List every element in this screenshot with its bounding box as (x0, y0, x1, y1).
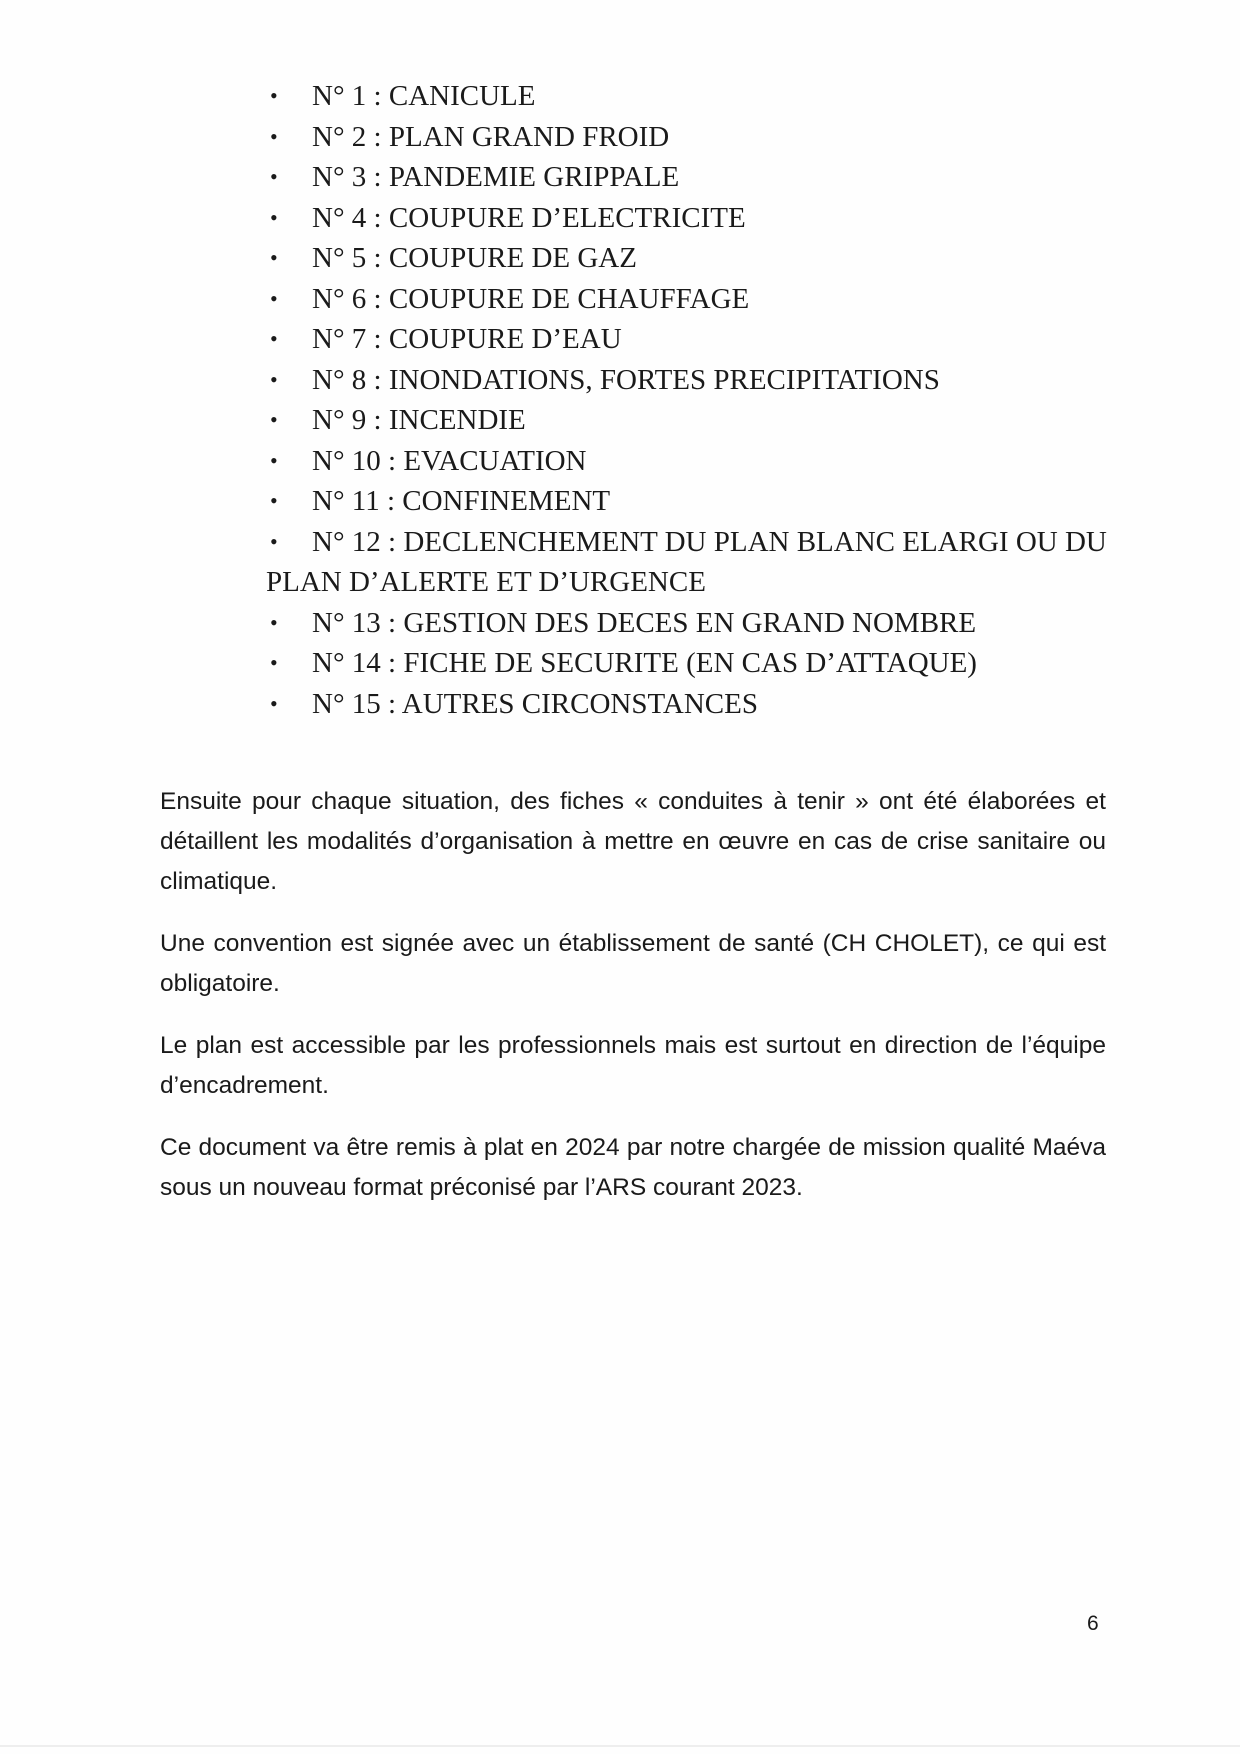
list-item (266, 238, 1126, 279)
list-item (266, 400, 1126, 441)
list-item (266, 157, 1126, 198)
list-item (266, 481, 1126, 522)
paragraph-convention: Une convention est signée avec un établissement de santé (CH CHOLET), ce qui est obligatoire. (160, 930, 1106, 997)
list-item-text: N° 7 : COUPURE D’EAU (312, 323, 622, 355)
list-item-text: N° 8 : INONDATIONS, FORTES PRECIPITATIONS (312, 363, 940, 396)
bullet-icon: • (270, 447, 278, 473)
list-item (266, 319, 1126, 360)
page-bottom-edge (0, 1745, 1240, 1747)
bullet-icon: • (270, 164, 278, 189)
bullet-icon: • (270, 204, 278, 230)
list-item (266, 603, 1126, 644)
paragraph-accessibilite: Le plan est accessible par les professionnels mais est surtout en direction de l’équipe d’encadrement. (160, 1032, 1106, 1099)
list-item-text: N° 13 : GESTION DES DECES EN GRAND NOMBRE (312, 606, 977, 639)
list-item-text: N° 5 : COUPURE DE GAZ (312, 242, 637, 274)
list-item (266, 360, 1126, 401)
list-item (266, 684, 1126, 725)
list-item (266, 198, 1126, 239)
list-item-text: N° 11 : CONFINEMENT (312, 485, 611, 517)
bullet-icon: • (270, 528, 278, 554)
paragraph-conduites: Ensuite pour chaque situation, des fiches « conduites à tenir » ont été élaborées et détaillent les modalités d’organisation à mettre en œuvre en cas de crise sanitaire ou climatique. (160, 788, 1106, 895)
list-item-text: N° 2 : PLAN GRAND FROID (312, 120, 670, 153)
list-item-text: N° 14 : FICHE DE SECURITE (EN CAS D’ATTAQUE) (312, 647, 977, 679)
bullet-icon: • (270, 690, 278, 716)
page-number: 6 (1087, 1612, 1099, 1635)
list-item-text: N° 15 : AUTRES CIRCONSTANCES (312, 687, 758, 720)
list-item (266, 441, 1126, 482)
bullet-icon: • (270, 407, 278, 432)
bullet-icon: • (270, 83, 278, 108)
bullet-icon: • (270, 650, 278, 675)
bullet-icon: • (270, 285, 278, 311)
bullet-icon: • (270, 326, 278, 351)
list-item-text: N° 4 : COUPURE D’ELECTRICITE (312, 201, 746, 234)
list-item-text: N° 3 : PANDEMIE GRIPPALE (312, 161, 680, 193)
bullet-icon: • (270, 488, 278, 513)
list-item-text: N° 10 : EVACUATION (312, 444, 587, 477)
bullet-icon: • (270, 245, 278, 270)
list-item-text: N° 9 : INCENDIE (312, 404, 526, 436)
list-item (266, 522, 1126, 603)
list-item-text: N° 6 : COUPURE DE CHAUFFAGE (312, 282, 750, 315)
list-item (266, 279, 1126, 320)
bullet-icon: • (270, 609, 278, 635)
list-item (266, 76, 1126, 117)
list-item-text: N° 1 : CANICULE (312, 80, 536, 112)
paragraph-mise-a-jour: Ce document va être remis à plat en 2024 par notre chargée de mission qualité Maéva sous un nouveau format préconisé par l’ARS courant 2023. (160, 1134, 1106, 1201)
fiche-list (266, 76, 1126, 724)
list-item (266, 643, 1126, 684)
bullet-icon: • (270, 123, 278, 149)
list-item (266, 117, 1126, 158)
list-item-text: N° 12 : DECLENCHEMENT DU PLAN BLANC ELARGI OU DU PLAN D’ALERTE ET D’URGENCE (266, 525, 1107, 598)
bullet-icon: • (270, 366, 278, 392)
